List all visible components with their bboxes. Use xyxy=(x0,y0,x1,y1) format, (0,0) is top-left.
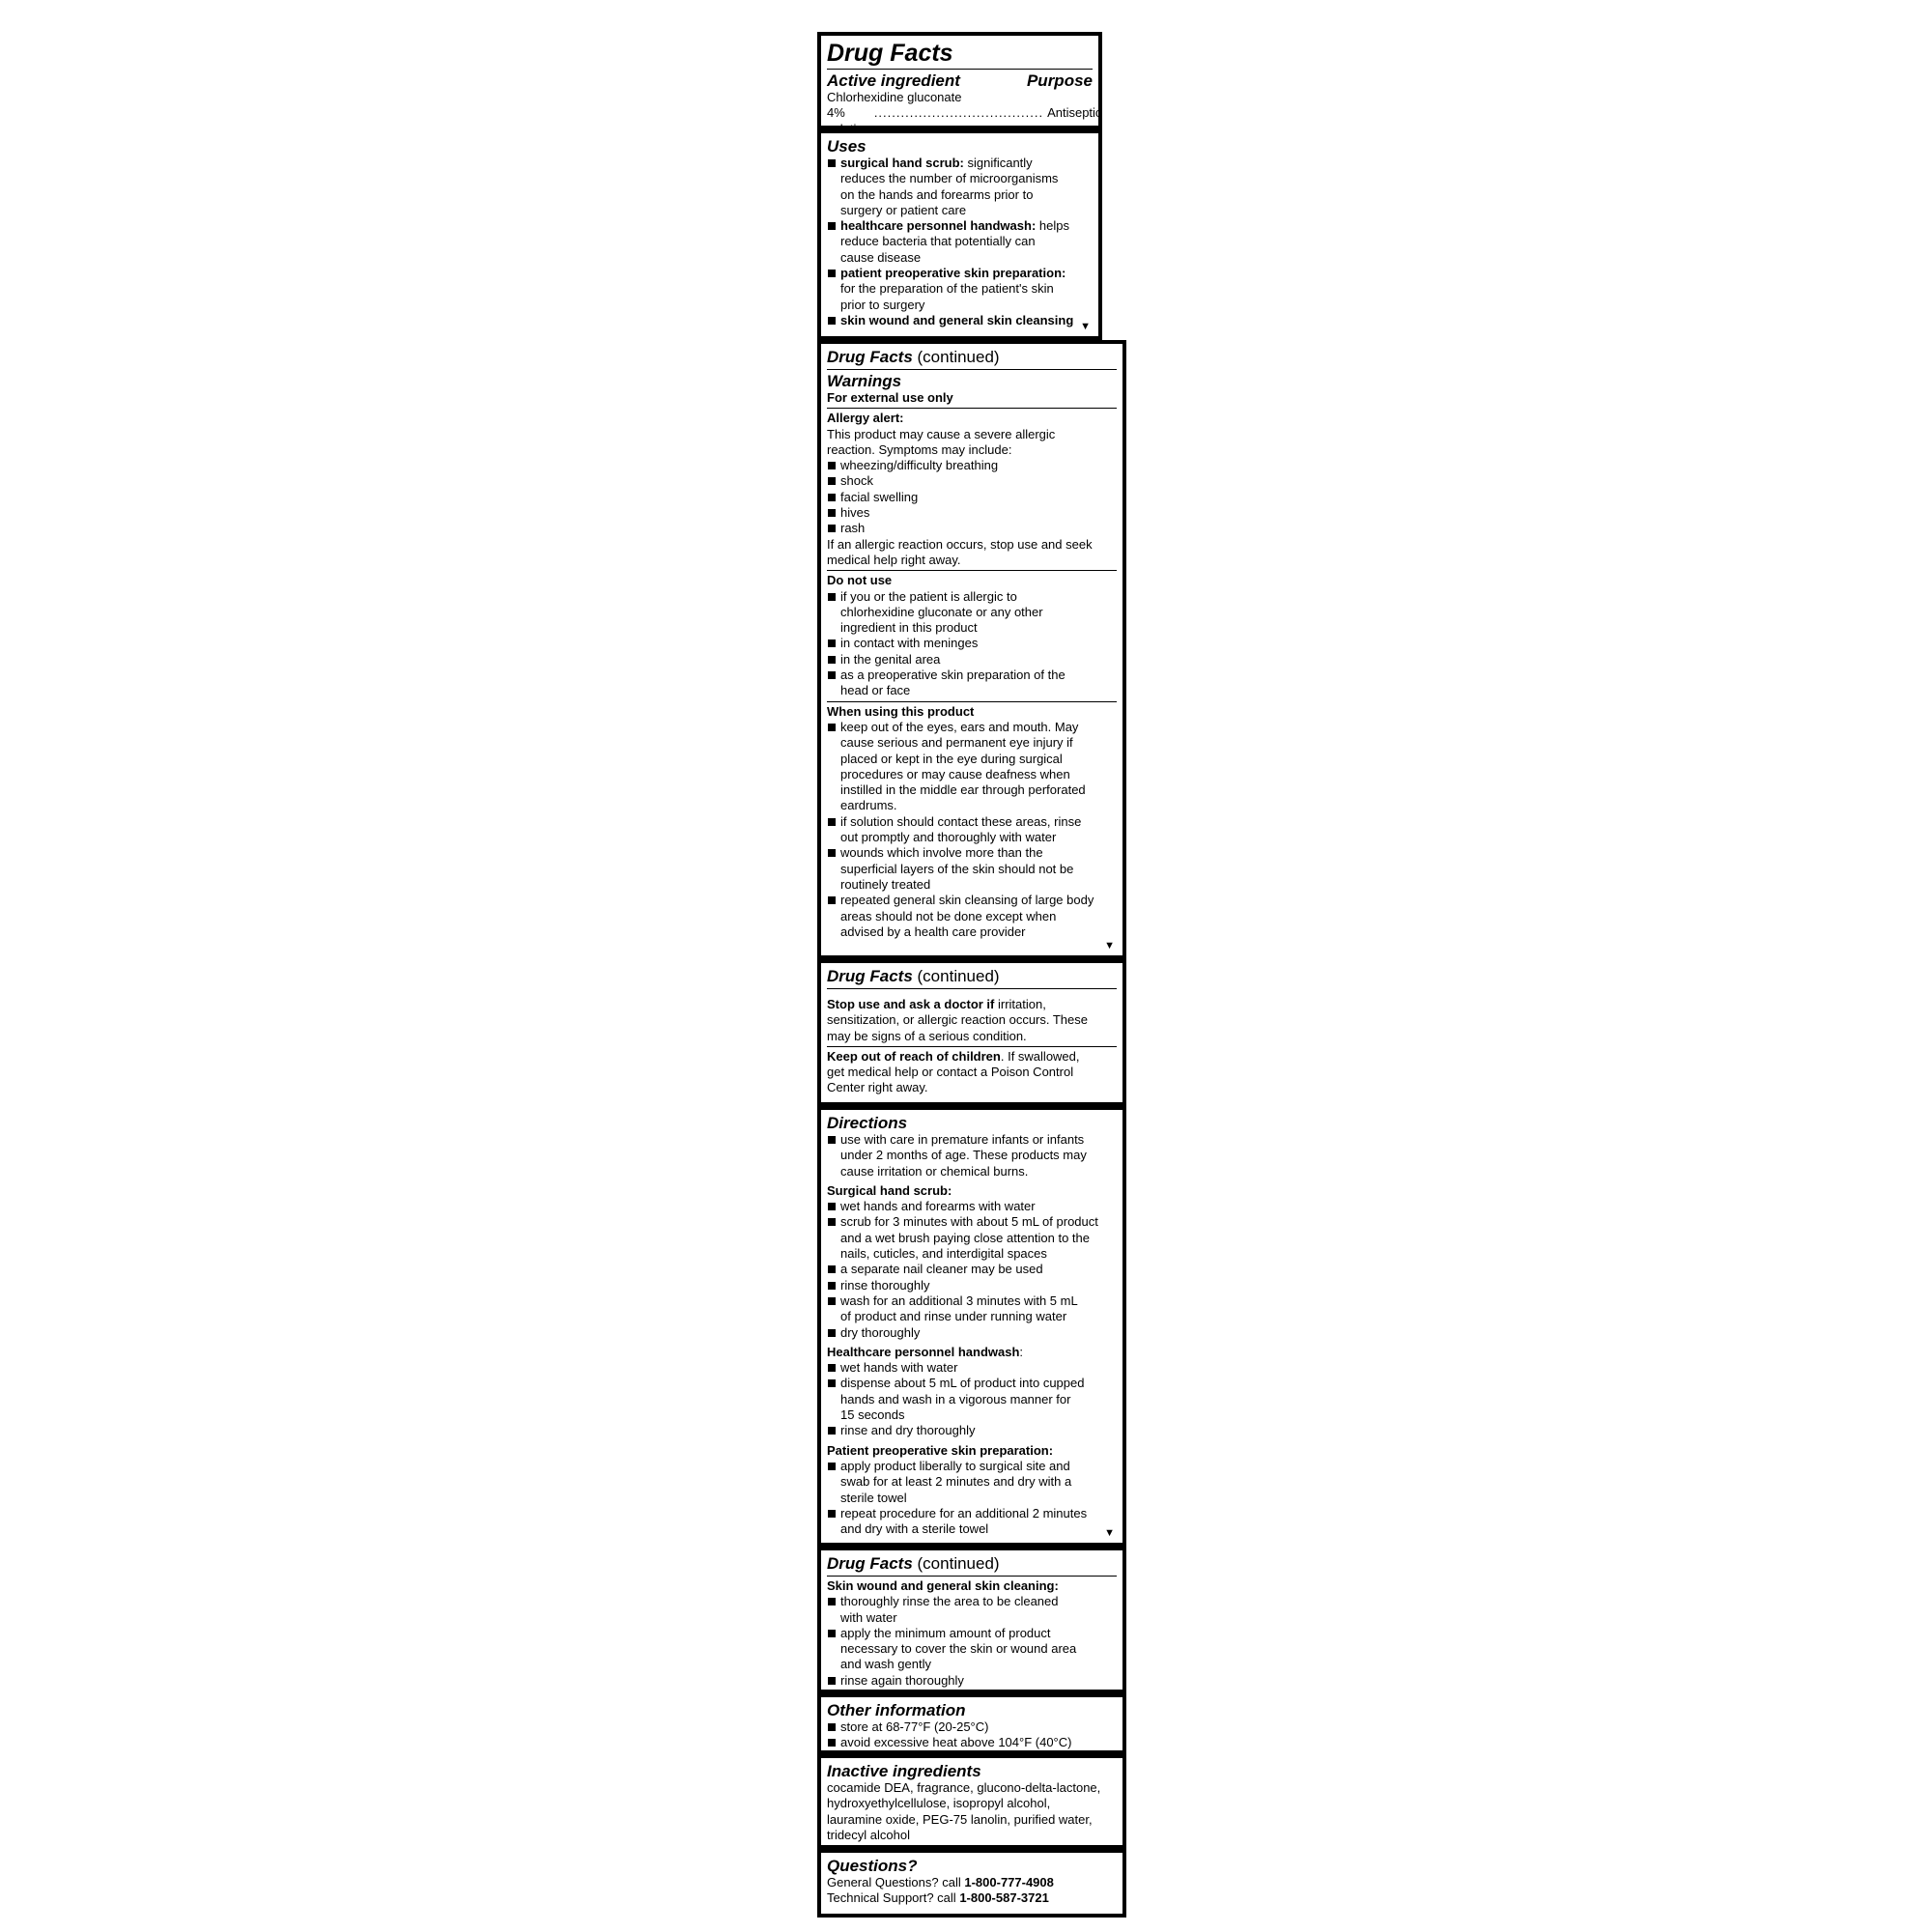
continued-arrow-icon: ▼ xyxy=(1104,940,1115,952)
direction-item: rinse thoroughly xyxy=(827,1278,1117,1293)
do-not-use-item: if you or the patient is allergic to chlorhexidine gluconate or any other ingredient in this product xyxy=(827,589,1117,637)
warnings-panel xyxy=(817,340,1126,959)
direction-item: dispense about 5 mL of product into cupped hands and wash in a vigorous manner for 15 seconds xyxy=(827,1376,1117,1423)
when-using-item: if solution should contact these areas, rinse out promptly and thoroughly with water xyxy=(827,814,1117,846)
direction-item: wet hands with water xyxy=(827,1360,1117,1376)
inactive-ingredients-list: cocamide DEA, fragrance, glucono-delta-lactone, hydroxyethylcellulose, isopropyl alcohol, lauramine oxide, PEG-75 lanolin, purified water, tridecyl alcohol xyxy=(827,1780,1101,1842)
allergy-end-text: If an allergic reaction occurs, stop use and seek medical help right away. xyxy=(827,536,1093,567)
skin-wound-panel xyxy=(817,1547,1126,1693)
leader-dots: ...................................... xyxy=(873,105,1044,121)
uses-item: surgical hand scrub: significantly reduces the number of microorganisms on the hands and forearms prior to surgery or patient care xyxy=(827,156,1093,218)
directions-panel xyxy=(817,1106,1126,1547)
directions-intro-item: use with care in premature infants or infants under 2 months of age. These products may cause irritation or chemical burns. xyxy=(827,1132,1117,1179)
symptom-item: shock xyxy=(827,473,1117,489)
symptom-item: facial swelling xyxy=(827,490,1117,505)
storage-item: avoid excessive heat above 104°F (40°C) xyxy=(827,1735,1117,1750)
divider xyxy=(827,69,1093,70)
purpose-heading: Purpose xyxy=(1026,71,1093,90)
skin-wound-heading: Skin wound and general skin cleaning: xyxy=(827,1578,1059,1593)
symptom-item: hives xyxy=(827,505,1117,521)
active-ingredient-panel xyxy=(817,32,1102,129)
when-using-item: wounds which involve more than the superficial layers of the skin should not be routinely treated xyxy=(827,845,1117,893)
ingredient-strength: 4% xyxy=(827,105,845,121)
general-questions-line: General Questions? call 1-800-777-4908 xyxy=(827,1875,1054,1889)
when-using-item: keep out of the eyes, ears and mouth. May cause serious and permanent eye injury if placed or kept in the eye during surgical procedures or may cause deafness when instilled in the middle ear through perforated eardrums. xyxy=(827,720,1117,814)
uses-panel xyxy=(817,129,1102,340)
direction-item: rinse and dry thoroughly xyxy=(827,1423,1117,1438)
uses-item: skin wound and general skin cleansing xyxy=(827,313,1093,328)
external-use-note: For external use only xyxy=(827,390,953,405)
tech-phone: 1-800-587-3721 xyxy=(959,1890,1049,1906)
technical-support-line: Technical Support? call 1-800-587-3721 xyxy=(827,1890,1049,1906)
surgical-hand-scrub-heading: Surgical hand scrub: xyxy=(827,1182,952,1198)
direction-item: dry thoroughly xyxy=(827,1325,1117,1341)
drug-facts-title: Drug Facts xyxy=(827,40,953,67)
uses-item: healthcare personnel handwash: helps reduce bacteria that potentially can cause disease xyxy=(827,218,1093,266)
direction-item: apply product liberally to surgical site and swab for at least 2 minutes and dry with a sterile towel xyxy=(827,1459,1117,1506)
allergy-text: This product may cause a severe allergic reaction. Symptoms may include: xyxy=(827,426,1056,457)
warnings-heading: Warnings xyxy=(827,372,902,390)
direction-item: rinse again thoroughly xyxy=(827,1673,1117,1689)
do-not-use-item: as a preoperative skin preparation of the head or face xyxy=(827,668,1117,699)
do-not-use-heading: Do not use xyxy=(827,573,893,588)
allergy-alert-heading: Allergy alert: xyxy=(827,411,904,426)
stop-use-panel xyxy=(817,959,1126,1106)
direction-item: wash for an additional 3 minutes with 5 mL of product and rinse under running water xyxy=(827,1293,1117,1325)
active-header-row xyxy=(827,71,1093,90)
direction-item: scrub for 3 minutes with about 5 mL of product and a wet brush paying close attention to the nails, cuticles, and interdigital spaces xyxy=(827,1214,1117,1262)
active-ingredient-heading: Active ingredient xyxy=(827,71,960,90)
questions-heading: Questions? xyxy=(827,1857,918,1875)
direction-item: apply the minimum amount of product necessary to cover the skin or wound area and wash gently xyxy=(827,1626,1117,1673)
symptom-item: rash xyxy=(827,521,1117,536)
do-not-use-item: in contact with meninges xyxy=(827,636,1117,651)
continued-header: Drug Facts (continued) xyxy=(827,1554,1000,1573)
keep-out-text: Keep out of reach of children. If swallowed, get medical help or contact a Poison Control Center right away. xyxy=(827,1048,1080,1095)
when-using-heading: When using this product xyxy=(827,703,975,719)
inactive-ingredients-heading: Inactive ingredients xyxy=(827,1762,981,1780)
directions-heading: Directions xyxy=(827,1114,908,1132)
preoperative-heading: Patient preoperative skin preparation: xyxy=(827,1442,1054,1458)
uses-item: patient preoperative skin preparation: for the preparation of the patient's skin prior to surgery xyxy=(827,266,1093,313)
direction-item: repeat procedure for an additional 2 minutes and dry with a sterile towel xyxy=(827,1506,1117,1538)
uses-heading: Uses xyxy=(827,137,867,156)
questions-panel xyxy=(817,1849,1126,1918)
continued-header: Drug Facts (continued) xyxy=(827,967,1000,985)
storage-item: store at 68-77°F (20-25°C) xyxy=(827,1719,1117,1735)
inactive-ingredients-panel xyxy=(817,1754,1126,1849)
direction-item: a separate nail cleaner may be used xyxy=(827,1262,1117,1277)
ingredient-purpose: Antiseptic xyxy=(1047,105,1102,121)
symptom-item: wheezing/difficulty breathing xyxy=(827,458,1117,473)
continued-header: Drug Facts (continued) xyxy=(827,348,1000,366)
do-not-use-item: in the genital area xyxy=(827,652,1117,668)
other-information-panel xyxy=(817,1693,1126,1754)
general-phone: 1-800-777-4908 xyxy=(964,1875,1054,1889)
ingredient-name: Chlorhexidine gluconate xyxy=(827,90,962,104)
when-using-item: repeated general skin cleansing of large body areas should not be done except when advised by a health care provider xyxy=(827,893,1117,940)
continued-arrow-icon: ▼ xyxy=(1104,1527,1115,1539)
direction-item: thoroughly rinse the area to be cleaned with water xyxy=(827,1594,1117,1626)
handwash-heading: Healthcare personnel handwash: xyxy=(827,1344,1024,1359)
stop-use-text: Stop use and ask a doctor if irritation, sensitization, or allergic reaction occurs. These may be signs of a serious condition. xyxy=(827,997,1088,1043)
continued-arrow-icon: ▼ xyxy=(1080,321,1091,332)
direction-item: wet hands and forearms with water xyxy=(827,1199,1117,1214)
other-information-heading: Other information xyxy=(827,1701,966,1719)
